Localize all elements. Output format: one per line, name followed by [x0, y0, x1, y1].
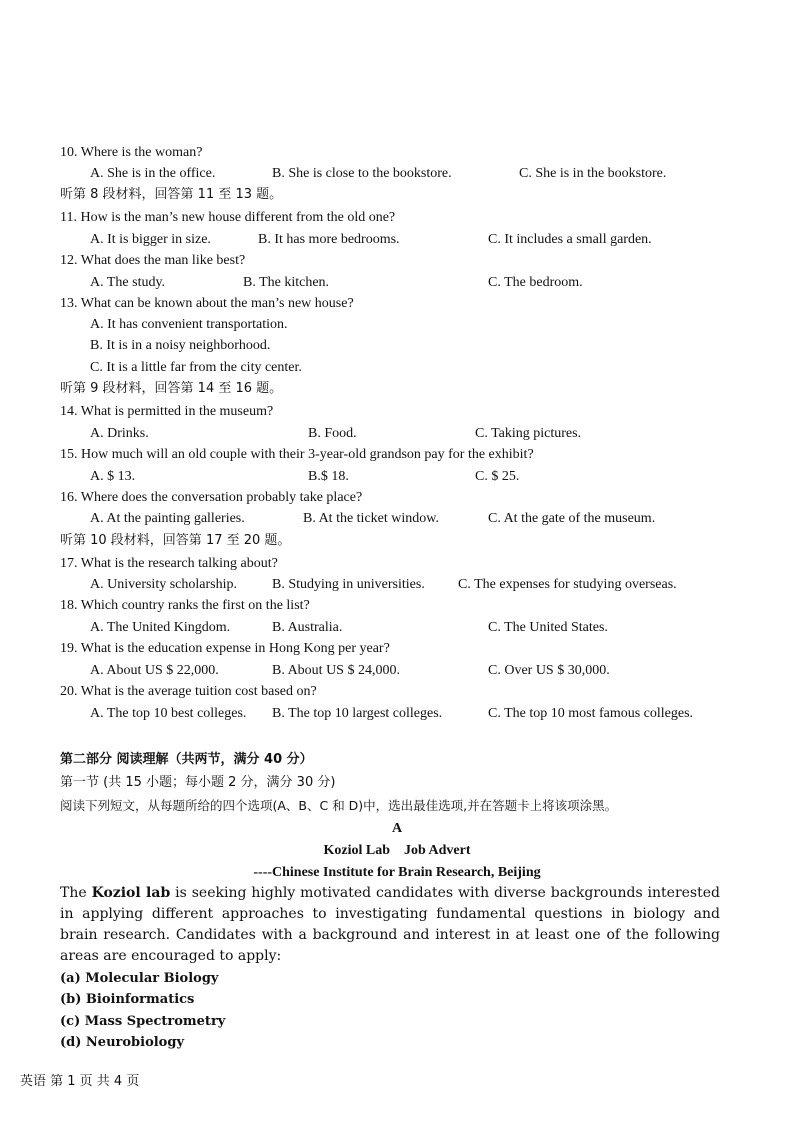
option-12b: B. The kitchen.	[243, 275, 330, 290]
question-12: 12. What does the man like best?	[60, 253, 246, 268]
passage-letter: A	[391, 821, 403, 836]
part2-section1: 第一节 (共 15 小题；每小题 2 分，满分 30 分)	[60, 775, 336, 790]
passage-title: Koziol Lab Job Advert	[323, 843, 471, 858]
paragraph-text: is seeking highly motivated candidates with diverse backgrounds interested in applying different approaches to investigating fundamental questions in biology and brain research. Candidates with a background and interest in at least one of the following areas are encouraged to apply:	[60, 885, 720, 964]
question-19: 19. What is the education expense in Hong Kong per year?	[60, 641, 390, 656]
option-16a: A. At the painting galleries.	[90, 511, 245, 526]
question-13: 13. What can be known about the man’s new house?	[60, 296, 354, 311]
option-17a: A. University scholarship.	[90, 577, 237, 592]
question-11: 11. How is the man’s new house different from the old one?	[60, 210, 396, 225]
area-bioinformatics: (b) Bioinformatics	[60, 992, 195, 1007]
option-15c: C. $ 25.	[475, 469, 520, 484]
option-14a: A. Drinks.	[90, 426, 149, 441]
instruction-seg9: 听第 9 段材料，回答第 14 至 16 题。	[60, 381, 283, 396]
question-17: 17. What is the research talking about?	[60, 556, 278, 571]
part2-title: 第二部分 阅读理解（共两节，满分 40 分）	[60, 752, 313, 767]
option-18a: A. The United Kingdom.	[90, 620, 231, 635]
question-10: 10. Where is the woman?	[60, 145, 203, 160]
paragraph-text-lead: The	[60, 885, 92, 901]
option-13a: A. It has convenient transportation.	[90, 317, 288, 332]
option-19c: C. Over US $ 30,000.	[488, 663, 610, 678]
option-16c: C. At the gate of the museum.	[488, 511, 656, 526]
part2-directions: 阅读下列短文，从每题所给的四个选项(A、B、C 和 D)中，选出最佳选项,并在答题卡上将该项涂黑。	[60, 798, 618, 813]
option-18c: C. The United States.	[488, 620, 608, 635]
area-molecular-biology: (a) Molecular Biology	[60, 971, 219, 986]
option-17c: C. The expenses for studying overseas.	[458, 577, 677, 592]
option-20c: C. The top 10 most famous colleges.	[488, 706, 694, 721]
option-10c: C. She is in the bookstore.	[519, 166, 667, 181]
option-17b: B. Studying in universities.	[272, 577, 425, 592]
option-18b: B. Australia.	[272, 620, 343, 635]
option-19b: B. About US $ 24,000.	[272, 663, 400, 678]
area-neurobiology: (d) Neurobiology	[60, 1035, 184, 1050]
option-11a: A. It is bigger in size.	[90, 232, 211, 247]
passage-subtitle: ----Chinese Institute for Brain Research, Beijing	[253, 865, 541, 880]
question-20: 20. What is the average tuition cost based on?	[60, 684, 317, 699]
option-14c: C. Taking pictures.	[475, 426, 582, 441]
option-10b: B. She is close to the bookstore.	[272, 166, 452, 181]
area-mass-spectrometry: (c) Mass Spectrometry	[60, 1014, 226, 1029]
option-11b: B. It has more bedrooms.	[258, 232, 400, 247]
option-14b: B. Food.	[308, 426, 357, 441]
option-11c: C. It includes a small garden.	[488, 232, 652, 247]
option-16b: B. At the ticket window.	[303, 511, 439, 526]
option-19a: A. About US $ 22,000.	[90, 663, 219, 678]
question-14: 14. What is permitted in the museum?	[60, 404, 274, 419]
option-13c: C. It is a little far from the city center.	[90, 360, 302, 375]
question-15: 15. How much will an old couple with their 3-year-old grandson pay for the exhibit?	[60, 447, 534, 462]
option-15b: B.$ 18.	[308, 469, 349, 484]
option-20b: B. The top 10 largest colleges.	[272, 706, 443, 721]
option-12a: A. The study.	[90, 275, 166, 290]
option-13b: B. It is in a noisy neighborhood.	[90, 338, 271, 353]
option-15a: A. $ 13.	[90, 469, 136, 484]
option-10a: A. She is in the office.	[90, 166, 216, 181]
passage-paragraph	[60, 883, 720, 967]
instruction-seg10: 听第 10 段材料，回答第 17 至 20 题。	[60, 533, 291, 548]
option-20a: A. The top 10 best colleges.	[90, 706, 247, 721]
question-16: 16. Where does the conversation probably take place?	[60, 490, 363, 505]
lab-name: Koziol lab	[91, 885, 171, 901]
instruction-seg8: 听第 8 段材料，回答第 11 至 13 题。	[60, 187, 283, 202]
option-12c: C. The bedroom.	[488, 275, 583, 290]
question-18: 18. Which country ranks the first on the list?	[60, 598, 310, 613]
page-footer: 英语 第 1 页 共 4 页	[20, 1074, 140, 1089]
